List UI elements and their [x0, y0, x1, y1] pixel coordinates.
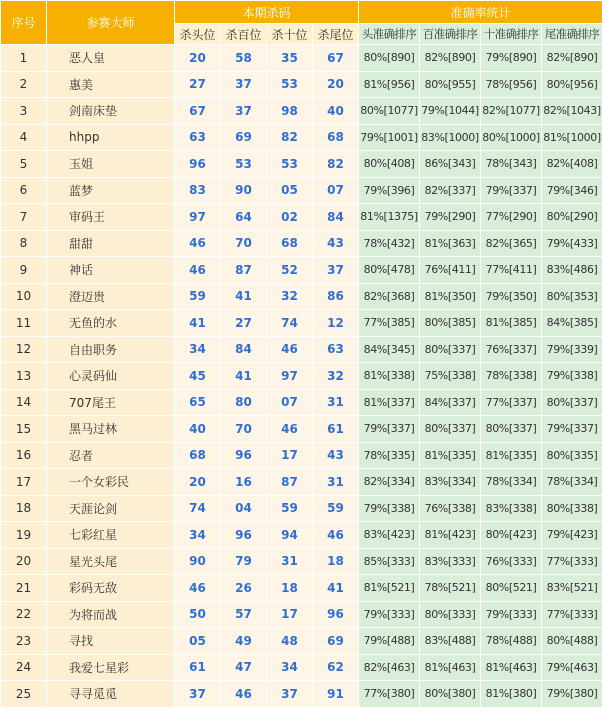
master-name: 神话: [47, 257, 175, 284]
row-index: 1: [1, 45, 47, 72]
kill-hundred-cell: 16: [221, 469, 267, 496]
kill-ten-cell: 46: [267, 336, 313, 363]
acc-head-cell: 78%[432]: [359, 230, 420, 257]
table-body: [1, 45, 602, 708]
kill-ten-cell: 82: [267, 124, 313, 151]
kill-head-cell: 05: [175, 628, 221, 655]
acc-hundred-cell: 81%[423]: [420, 522, 481, 549]
kill-tail-cell: 43: [313, 230, 359, 257]
master-name: 寻寻觅觅: [47, 681, 175, 708]
acc-ten-cell: 80%[423]: [481, 522, 542, 549]
kill-head-cell: 41: [175, 310, 221, 337]
acc-head-cell: 80%[408]: [359, 151, 420, 178]
kill-tail-cell: 12: [313, 310, 359, 337]
master-name: 黑马过林: [47, 416, 175, 443]
acc-ten-cell: 77%[290]: [481, 204, 542, 231]
acc-ten-cell: 78%[338]: [481, 363, 542, 390]
kill-hundred-cell: 04: [221, 495, 267, 522]
kill-hundred-cell: 70: [221, 230, 267, 257]
table-row: [1, 416, 602, 443]
kill-hundred-cell: 84: [221, 336, 267, 363]
row-index: 5: [1, 151, 47, 178]
table-row: [1, 681, 602, 708]
acc-head-cell: 79%[488]: [359, 628, 420, 655]
acc-head-cell: 79%[1001]: [359, 124, 420, 151]
row-index: 4: [1, 124, 47, 151]
kill-tail-cell: 59: [313, 495, 359, 522]
acc-tail-cell: 79%[423]: [542, 522, 602, 549]
kill-head-cell: 65: [175, 389, 221, 416]
acc-head-cell: 77%[385]: [359, 310, 420, 337]
acc-head-cell: 80%[890]: [359, 45, 420, 72]
kill-ten-cell: 02: [267, 204, 313, 231]
kill-tail-cell: 18: [313, 548, 359, 575]
acc-ten-cell: 77%[411]: [481, 257, 542, 284]
kill-ten-cell: 74: [267, 310, 313, 337]
kill-tail-cell: 63: [313, 336, 359, 363]
acc-ten-cell: 78%[956]: [481, 71, 542, 98]
acc-hundred-cell: 76%[411]: [420, 257, 481, 284]
header-kill-hundred: 杀百位: [221, 24, 267, 45]
row-index: 10: [1, 283, 47, 310]
acc-tail-cell: 77%[333]: [542, 601, 602, 628]
acc-hundred-cell: 84%[337]: [420, 389, 481, 416]
master-name: 心灵码仙: [47, 363, 175, 390]
row-index: 7: [1, 204, 47, 231]
kill-hundred-cell: 47: [221, 654, 267, 681]
kill-hundred-cell: 49: [221, 628, 267, 655]
master-name: 恶人皇: [47, 45, 175, 72]
master-name: 剑南床垫: [47, 98, 175, 125]
row-index: 24: [1, 654, 47, 681]
kill-ten-cell: 34: [267, 654, 313, 681]
acc-tail-cell: 79%[433]: [542, 230, 602, 257]
kill-head-cell: 59: [175, 283, 221, 310]
acc-hundred-cell: 83%[1000]: [420, 124, 481, 151]
acc-ten-cell: 81%[385]: [481, 310, 542, 337]
row-index: 18: [1, 495, 47, 522]
kill-tail-cell: 37: [313, 257, 359, 284]
acc-head-cell: 82%[334]: [359, 469, 420, 496]
kill-tail-cell: 40: [313, 98, 359, 125]
master-name: 无鱼的水: [47, 310, 175, 337]
kill-hundred-cell: 96: [221, 522, 267, 549]
kill-ten-cell: 05: [267, 177, 313, 204]
kill-ten-cell: 17: [267, 601, 313, 628]
row-index: 11: [1, 310, 47, 337]
kill-tail-cell: 46: [313, 522, 359, 549]
acc-head-cell: 78%[335]: [359, 442, 420, 469]
table-row: [1, 124, 602, 151]
acc-tail-cell: 82%[1043]: [542, 98, 602, 125]
kill-head-cell: 74: [175, 495, 221, 522]
acc-hundred-cell: 80%[955]: [420, 71, 481, 98]
row-index: 6: [1, 177, 47, 204]
kill-ten-cell: 97: [267, 363, 313, 390]
acc-hundred-cell: 80%[385]: [420, 310, 481, 337]
kill-head-cell: 83: [175, 177, 221, 204]
kill-head-cell: 20: [175, 469, 221, 496]
acc-head-cell: 81%[338]: [359, 363, 420, 390]
kill-ten-cell: 31: [267, 548, 313, 575]
kill-ten-cell: 98: [267, 98, 313, 125]
kill-hundred-cell: 37: [221, 71, 267, 98]
kill-ten-cell: 48: [267, 628, 313, 655]
acc-tail-cell: 83%[486]: [542, 257, 602, 284]
acc-hundred-cell: 76%[338]: [420, 495, 481, 522]
acc-tail-cell: 79%[338]: [542, 363, 602, 390]
kill-tail-cell: 41: [313, 575, 359, 602]
master-name: 我爱七星彩: [47, 654, 175, 681]
acc-tail-cell: 80%[335]: [542, 442, 602, 469]
kill-tail-cell: 31: [313, 389, 359, 416]
master-name: 审码王: [47, 204, 175, 231]
acc-ten-cell: 79%[890]: [481, 45, 542, 72]
acc-head-cell: 81%[1375]: [359, 204, 420, 231]
acc-ten-cell: 76%[333]: [481, 548, 542, 575]
table-row: [1, 71, 602, 98]
acc-tail-cell: 79%[346]: [542, 177, 602, 204]
acc-head-cell: 81%[956]: [359, 71, 420, 98]
header-kill-head: 杀头位: [175, 24, 221, 45]
acc-head-cell: 77%[380]: [359, 681, 420, 708]
acc-tail-cell: 78%[334]: [542, 469, 602, 496]
kill-head-cell: 90: [175, 548, 221, 575]
kill-hundred-cell: 70: [221, 416, 267, 443]
table-row: [1, 257, 602, 284]
kill-ten-cell: 35: [267, 45, 313, 72]
acc-tail-cell: 80%[290]: [542, 204, 602, 231]
acc-tail-cell: 80%[956]: [542, 71, 602, 98]
kill-head-cell: 63: [175, 124, 221, 151]
row-index: 19: [1, 522, 47, 549]
acc-ten-cell: 82%[365]: [481, 230, 542, 257]
kill-head-cell: 40: [175, 416, 221, 443]
acc-tail-cell: 80%[337]: [542, 389, 602, 416]
master-name: 星光头尾: [47, 548, 175, 575]
kill-tail-cell: 86: [313, 283, 359, 310]
table-row: [1, 601, 602, 628]
acc-tail-cell: 80%[353]: [542, 283, 602, 310]
kill-hundred-cell: 80: [221, 389, 267, 416]
table-row: [1, 151, 602, 178]
kill-hundred-cell: 41: [221, 363, 267, 390]
kill-head-cell: 34: [175, 336, 221, 363]
table-row: [1, 336, 602, 363]
acc-ten-cell: 76%[337]: [481, 336, 542, 363]
kill-hundred-cell: 26: [221, 575, 267, 602]
table-row: [1, 654, 602, 681]
row-index: 22: [1, 601, 47, 628]
header-kill-group: 本期杀码: [175, 1, 359, 24]
acc-hundred-cell: 79%[290]: [420, 204, 481, 231]
acc-ten-cell: 78%[343]: [481, 151, 542, 178]
table-row: [1, 389, 602, 416]
header-master: 参赛大师: [47, 1, 175, 45]
kill-head-cell: 68: [175, 442, 221, 469]
acc-hundred-cell: 81%[363]: [420, 230, 481, 257]
kill-tail-cell: 31: [313, 469, 359, 496]
acc-head-cell: 81%[337]: [359, 389, 420, 416]
kill-tail-cell: 20: [313, 71, 359, 98]
kill-hundred-cell: 69: [221, 124, 267, 151]
header-acc-tail: 尾准确排序: [542, 24, 602, 45]
acc-ten-cell: 79%[350]: [481, 283, 542, 310]
acc-ten-cell: 81%[463]: [481, 654, 542, 681]
kill-head-cell: 37: [175, 681, 221, 708]
row-index: 2: [1, 71, 47, 98]
acc-tail-cell: 82%[408]: [542, 151, 602, 178]
acc-tail-cell: 79%[380]: [542, 681, 602, 708]
kill-head-cell: 61: [175, 654, 221, 681]
acc-head-cell: 79%[333]: [359, 601, 420, 628]
acc-hundred-cell: 82%[337]: [420, 177, 481, 204]
acc-ten-cell: 81%[335]: [481, 442, 542, 469]
master-name: 为将而战: [47, 601, 175, 628]
table-row: [1, 98, 602, 125]
acc-head-cell: 79%[338]: [359, 495, 420, 522]
master-name: 甜甜: [47, 230, 175, 257]
kill-tail-cell: 91: [313, 681, 359, 708]
table-row: [1, 628, 602, 655]
kill-hundred-cell: 27: [221, 310, 267, 337]
acc-hundred-cell: 80%[337]: [420, 336, 481, 363]
row-index: 25: [1, 681, 47, 708]
kill-ten-cell: 53: [267, 71, 313, 98]
kill-tail-cell: 43: [313, 442, 359, 469]
row-index: 23: [1, 628, 47, 655]
header-acc-group: 准确率统计: [359, 1, 602, 24]
acc-ten-cell: 83%[338]: [481, 495, 542, 522]
table-row: [1, 495, 602, 522]
acc-hundred-cell: 80%[380]: [420, 681, 481, 708]
master-name: 澄迈贵: [47, 283, 175, 310]
acc-head-cell: 85%[333]: [359, 548, 420, 575]
kill-ten-cell: 53: [267, 151, 313, 178]
table-row: [1, 363, 602, 390]
kill-tail-cell: 67: [313, 45, 359, 72]
header-kill-ten: 杀十位: [267, 24, 313, 45]
header-acc-ten: 十准确排序: [481, 24, 542, 45]
master-name: 七彩红星: [47, 522, 175, 549]
acc-tail-cell: 77%[333]: [542, 548, 602, 575]
row-index: 8: [1, 230, 47, 257]
acc-hundred-cell: 81%[335]: [420, 442, 481, 469]
kill-hundred-cell: 57: [221, 601, 267, 628]
master-name: 寻找: [47, 628, 175, 655]
kill-hundred-cell: 64: [221, 204, 267, 231]
master-name: 惠美: [47, 71, 175, 98]
table-row: [1, 45, 602, 72]
acc-head-cell: 80%[1077]: [359, 98, 420, 125]
acc-ten-cell: 79%[337]: [481, 177, 542, 204]
acc-hundred-cell: 83%[334]: [420, 469, 481, 496]
kill-tail-cell: 61: [313, 416, 359, 443]
kill-ten-cell: 52: [267, 257, 313, 284]
kill-hundred-cell: 41: [221, 283, 267, 310]
acc-head-cell: 81%[521]: [359, 575, 420, 602]
kill-ten-cell: 59: [267, 495, 313, 522]
kill-hundred-cell: 58: [221, 45, 267, 72]
acc-hundred-cell: 82%[890]: [420, 45, 481, 72]
kill-tail-cell: 32: [313, 363, 359, 390]
table-row: [1, 469, 602, 496]
kill-head-cell: 50: [175, 601, 221, 628]
acc-ten-cell: 78%[488]: [481, 628, 542, 655]
header-acc-hundred: 百准确排序: [420, 24, 481, 45]
kill-ten-cell: 68: [267, 230, 313, 257]
acc-head-cell: 83%[423]: [359, 522, 420, 549]
kill-ten-cell: 18: [267, 575, 313, 602]
acc-ten-cell: 80%[1000]: [481, 124, 542, 151]
row-index: 13: [1, 363, 47, 390]
acc-tail-cell: 82%[890]: [542, 45, 602, 72]
master-name: 蓝梦: [47, 177, 175, 204]
kill-ten-cell: 17: [267, 442, 313, 469]
acc-hundred-cell: 75%[338]: [420, 363, 481, 390]
table-row: [1, 548, 602, 575]
row-index: 3: [1, 98, 47, 125]
kill-tail-cell: 96: [313, 601, 359, 628]
acc-hundred-cell: 80%[337]: [420, 416, 481, 443]
acc-hundred-cell: 81%[350]: [420, 283, 481, 310]
row-index: 14: [1, 389, 47, 416]
kill-head-cell: 45: [175, 363, 221, 390]
row-index: 15: [1, 416, 47, 443]
kill-tail-cell: 07: [313, 177, 359, 204]
table-row: [1, 442, 602, 469]
kill-head-cell: 96: [175, 151, 221, 178]
kill-head-cell: 97: [175, 204, 221, 231]
kill-ten-cell: 32: [267, 283, 313, 310]
acc-tail-cell: 79%[463]: [542, 654, 602, 681]
master-name: 彩码无敌: [47, 575, 175, 602]
acc-head-cell: 79%[337]: [359, 416, 420, 443]
master-name: 707尾王: [47, 389, 175, 416]
acc-head-cell: 82%[368]: [359, 283, 420, 310]
acc-tail-cell: 83%[521]: [542, 575, 602, 602]
acc-tail-cell: 80%[338]: [542, 495, 602, 522]
kill-head-cell: 20: [175, 45, 221, 72]
acc-hundred-cell: 80%[333]: [420, 601, 481, 628]
header-seq: 序号: [1, 1, 47, 45]
kill-hundred-cell: 90: [221, 177, 267, 204]
kill-hundred-cell: 46: [221, 681, 267, 708]
row-index: 21: [1, 575, 47, 602]
kill-tail-cell: 68: [313, 124, 359, 151]
acc-tail-cell: 79%[337]: [542, 416, 602, 443]
kill-hundred-cell: 53: [221, 151, 267, 178]
kill-head-cell: 46: [175, 575, 221, 602]
header-acc-head: 头准确排序: [359, 24, 420, 45]
kill-hundred-cell: 87: [221, 257, 267, 284]
acc-head-cell: 84%[345]: [359, 336, 420, 363]
kill-hundred-cell: 79: [221, 548, 267, 575]
kill-ten-cell: 37: [267, 681, 313, 708]
acc-hundred-cell: 79%[1044]: [420, 98, 481, 125]
acc-ten-cell: 82%[1077]: [481, 98, 542, 125]
kill-ten-cell: 94: [267, 522, 313, 549]
kill-tail-cell: 69: [313, 628, 359, 655]
acc-hundred-cell: 81%[463]: [420, 654, 481, 681]
kill-ten-cell: 07: [267, 389, 313, 416]
acc-ten-cell: 79%[333]: [481, 601, 542, 628]
table-row: [1, 230, 602, 257]
acc-ten-cell: 81%[380]: [481, 681, 542, 708]
row-index: 16: [1, 442, 47, 469]
table-row: [1, 204, 602, 231]
row-index: 12: [1, 336, 47, 363]
table-row: [1, 522, 602, 549]
kill-head-cell: 67: [175, 98, 221, 125]
table-header: [1, 1, 602, 45]
table-row: [1, 283, 602, 310]
table-row: [1, 575, 602, 602]
acc-tail-cell: 84%[385]: [542, 310, 602, 337]
table-row: [1, 177, 602, 204]
kill-head-cell: 27: [175, 71, 221, 98]
acc-head-cell: 80%[478]: [359, 257, 420, 284]
acc-tail-cell: 81%[1000]: [542, 124, 602, 151]
row-index: 17: [1, 469, 47, 496]
acc-hundred-cell: 78%[521]: [420, 575, 481, 602]
kill-hundred-cell: 96: [221, 442, 267, 469]
acc-ten-cell: 80%[521]: [481, 575, 542, 602]
row-index: 20: [1, 548, 47, 575]
acc-hundred-cell: 83%[488]: [420, 628, 481, 655]
master-name: 忍者: [47, 442, 175, 469]
kill-ten-cell: 46: [267, 416, 313, 443]
acc-ten-cell: 80%[337]: [481, 416, 542, 443]
master-name: 玉姐: [47, 151, 175, 178]
kill-tail-cell: 82: [313, 151, 359, 178]
kill-head-cell: 46: [175, 230, 221, 257]
acc-head-cell: 79%[396]: [359, 177, 420, 204]
acc-tail-cell: 80%[488]: [542, 628, 602, 655]
master-name: 天涯论剑: [47, 495, 175, 522]
kill-tail-cell: 84: [313, 204, 359, 231]
acc-head-cell: 82%[463]: [359, 654, 420, 681]
acc-tail-cell: 79%[339]: [542, 336, 602, 363]
kill-ten-cell: 87: [267, 469, 313, 496]
master-name: 自由职务: [47, 336, 175, 363]
acc-ten-cell: 78%[334]: [481, 469, 542, 496]
acc-hundred-cell: 83%[333]: [420, 548, 481, 575]
header-kill-tail: 杀尾位: [313, 24, 359, 45]
row-index: 9: [1, 257, 47, 284]
kill-hundred-cell: 37: [221, 98, 267, 125]
kill-tail-cell: 62: [313, 654, 359, 681]
acc-ten-cell: 77%[337]: [481, 389, 542, 416]
acc-hundred-cell: 86%[343]: [420, 151, 481, 178]
kill-head-cell: 34: [175, 522, 221, 549]
table-row: [1, 310, 602, 337]
kill-head-cell: 46: [175, 257, 221, 284]
master-name: 一个女彩民: [47, 469, 175, 496]
master-name: hhpp: [47, 124, 175, 151]
